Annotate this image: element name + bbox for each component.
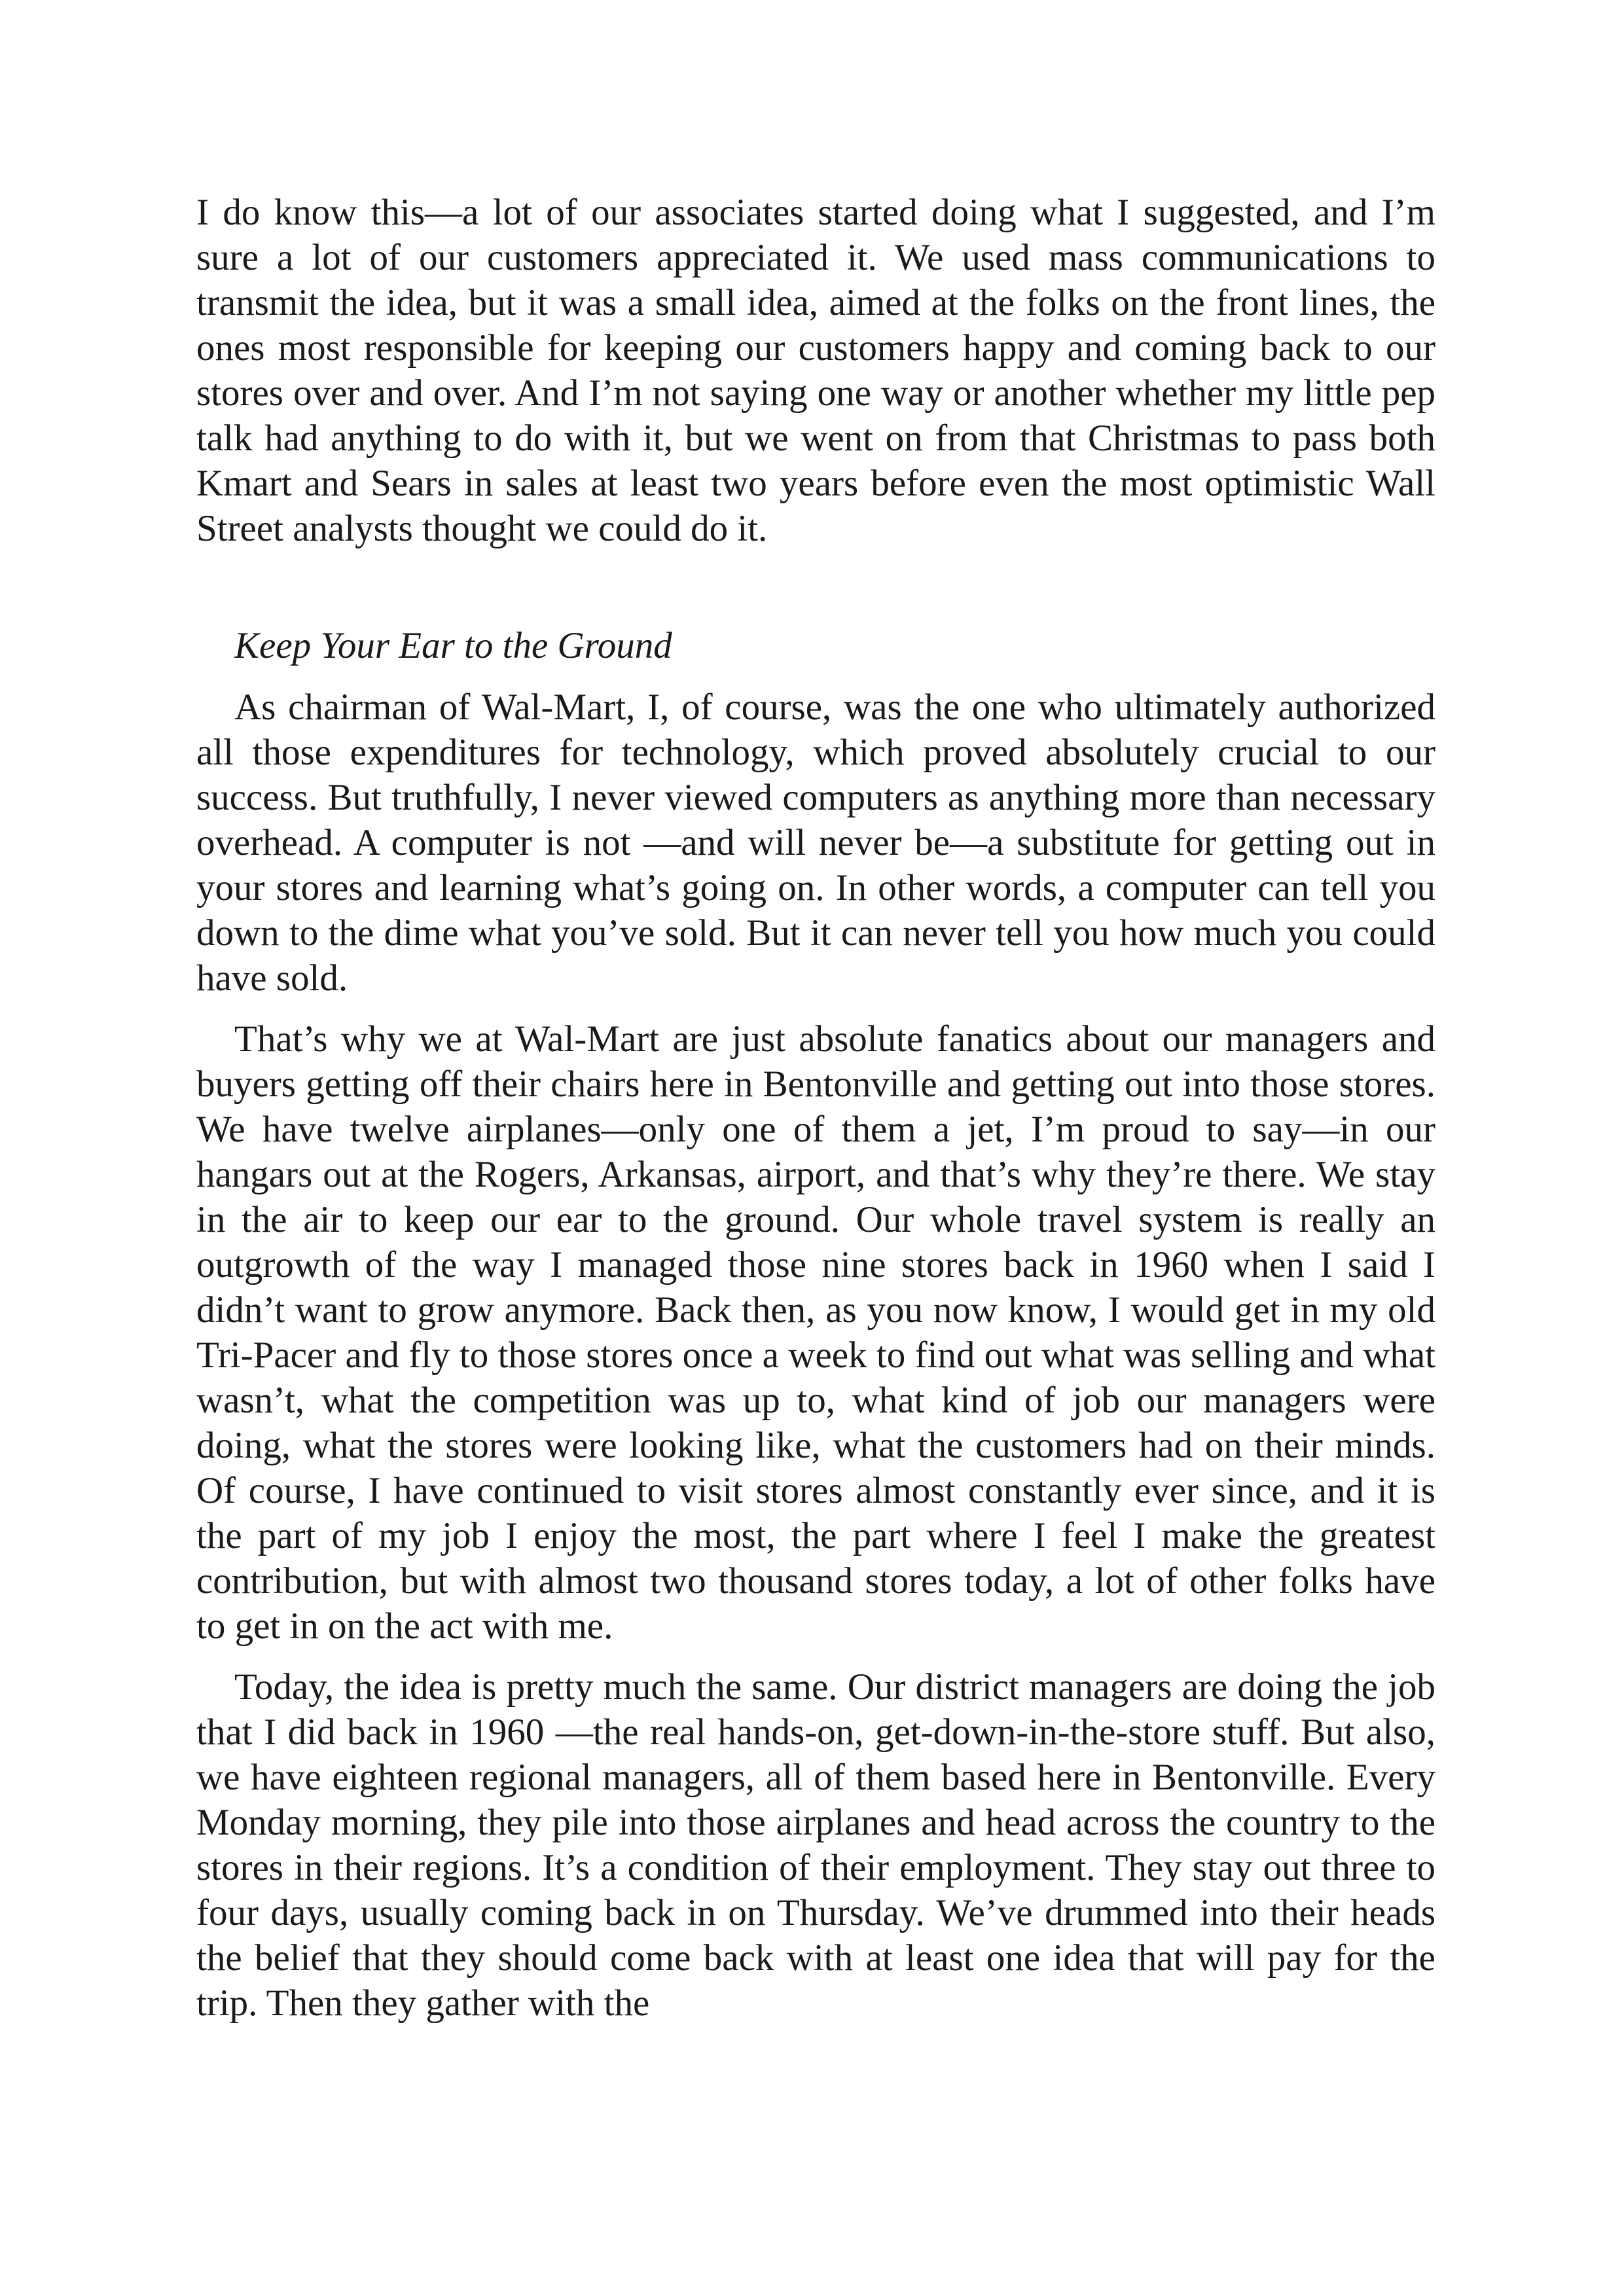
intro-paragraph: I do know this—a lot of our associates started doing what I suggested, and I’m sure a lot of our customers appreciated it. We used mass communications to transmit the idea, but it was a small idea, aimed at the folks on the front lines, the ones most responsible for keeping our customers happy and coming back to our stores over and over. And I’m not saying one way or another whether my little pep talk had anything to do with it, but we went on from that Christmas to pass both Kmart and Sears in sales at least two years before even the most optimistic Wall Street analysts thought we could do it.: [196, 192, 1435, 549]
section-heading: Keep Your Ear to the Ground: [234, 625, 672, 666]
book-page: [196, 190, 1435, 2026]
body-paragraph-1: As chairman of Wal-Mart, I, of course, was the one who ultimately authorized all those expenditures for technology, which proved absolutely crucial to our success. But truthfully, I never viewed computers as anything more than necessary overhead. A computer is not —and will never be—a substitute for getting out in your stores and learning what’s going on. In other words, a computer can tell you down to the dime what you’ve sold. But it can never tell you how much you could have sold.: [196, 687, 1435, 999]
body-paragraph-3: Today, the idea is pretty much the same. Our district managers are doing the job that I did back in 1960 —the real hands-on, get-down-in-the-store stuff. But also, we have eighteen regional managers, all of them based here in Bentonville. Every Monday morning, they pile into those airplanes and head across the country to the stores in their regions. It’s a condition of their employment. They stay out three to four days, usually coming back in on Thursday. We’ve drummed into their heads the belief that they should come back with at least one idea that will pay for the trip. Then they gather with the: [196, 1666, 1435, 2024]
body-paragraph-2: That’s why we at Wal-Mart are just absolute fanatics about our managers and buyers getting off their chairs here in Bentonville and getting out into those stores. We have twelve airplanes—only one of them a jet, I’m proud to say—in our hangars out at the Rogers, Arkansas, airport, and that’s why they’re there. We stay in the air to keep our ear to the ground. Our whole travel system is really an outgrowth of the way I managed those nine stores back in 1960 when I said I didn’t want to grow anymore. Back then, as you now know, I would get in my old Tri-Pacer and fly to those stores once a week to find out what was selling and what wasn’t, what the competition was up to, what kind of job our managers were doing, what the stores were looking like, what the customers had on their minds. Of course, I have continued to visit stores almost constantly ever since, and it is the part of my job I enjoy the most, the part where I feel I make the greatest contribution, but with almost two thousand stores today, a lot of other folks have to get in on the act with me.: [196, 1018, 1435, 1647]
